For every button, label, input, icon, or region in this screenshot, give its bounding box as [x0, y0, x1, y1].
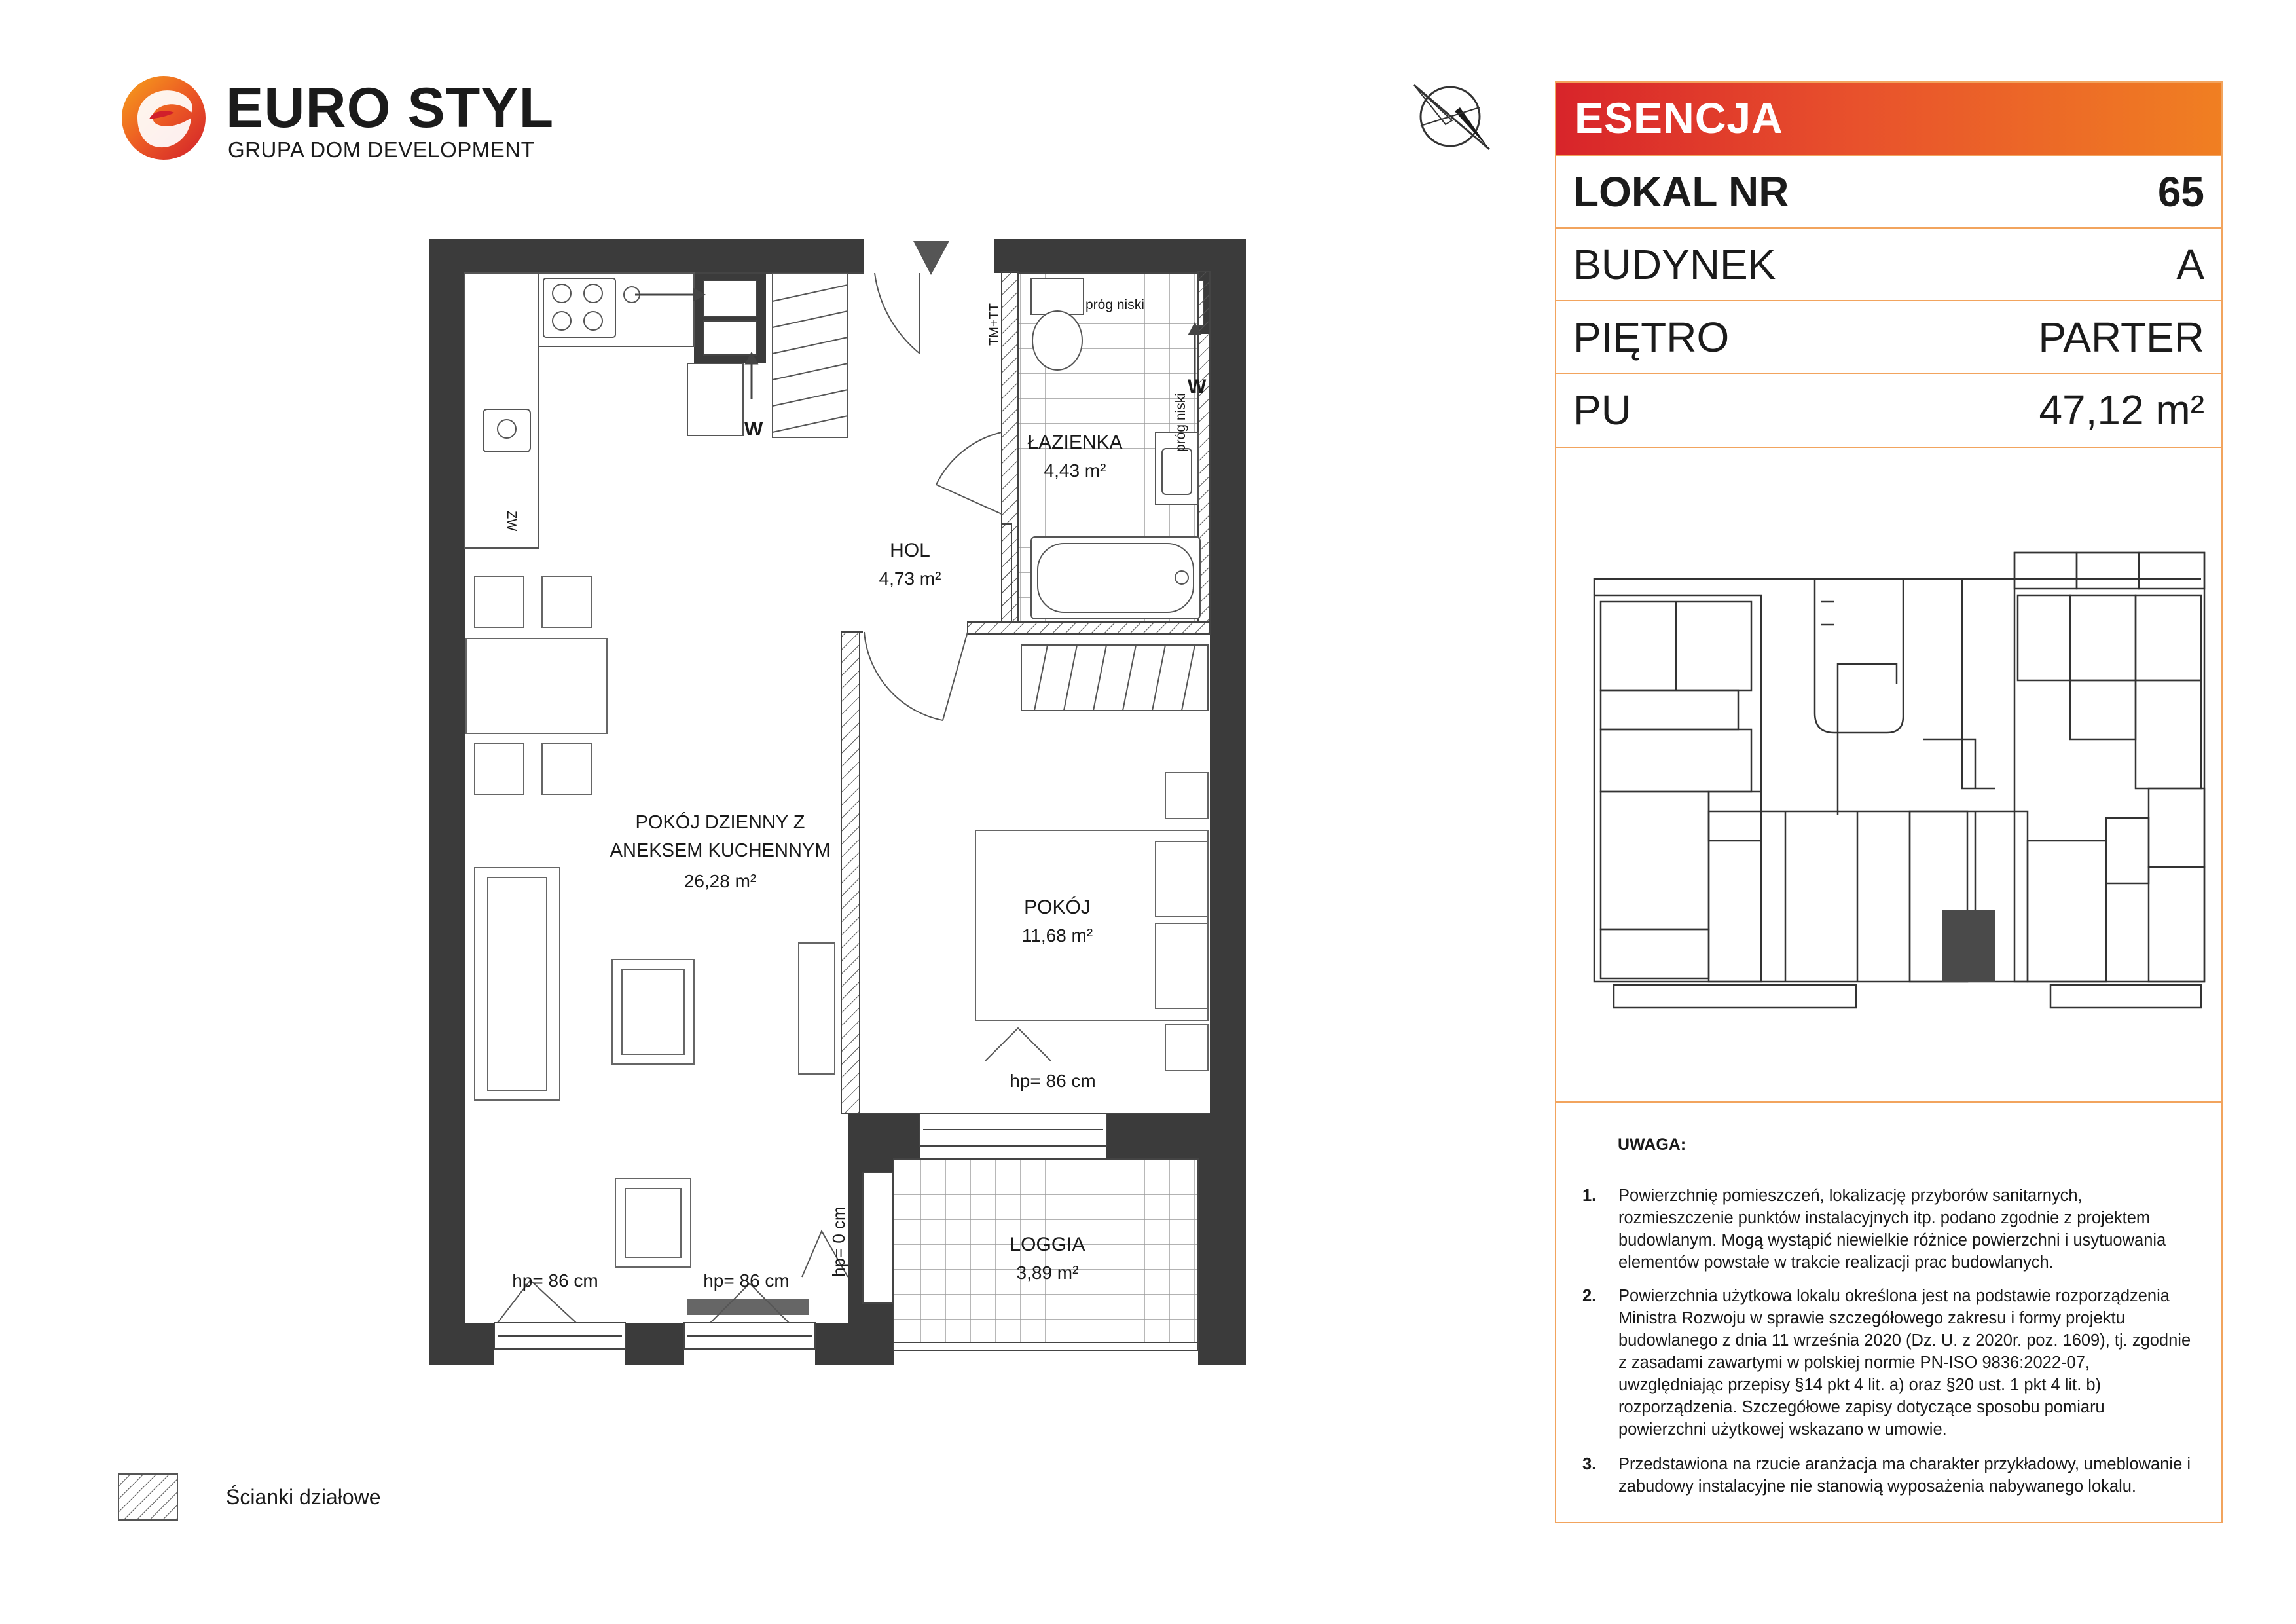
room-name-salon-2: ANEKSEM KUCHENNYM	[610, 840, 831, 861]
key-plan-drawing	[1556, 448, 2221, 1100]
building-key-plan	[1556, 447, 2221, 1101]
notes-section	[1556, 1101, 2221, 1522]
room-area-pokoj: 11,68 m²	[1021, 925, 1093, 946]
info-panel	[1555, 81, 2223, 1523]
note-number: 1.	[1582, 1187, 1597, 1205]
label-prog-niski-2: próg niski	[1173, 393, 1188, 452]
living-furniture	[475, 868, 835, 1314]
lokal-nr-value: 65	[2157, 168, 2204, 215]
bed	[975, 773, 1208, 1071]
north-arrow-icon	[1394, 72, 1506, 157]
investment-header	[1556, 83, 2221, 155]
unit-location-highlight	[1942, 910, 1995, 982]
room-name-pokoj: POKÓJ	[1024, 896, 1091, 918]
label-w-2: W	[1188, 376, 1207, 397]
row-pu	[1556, 373, 2221, 445]
pu-value: 47,12 m²	[2039, 386, 2204, 434]
note-text: Powierzchnia użytkowa lokalu określona jest na podstawie rozporządzenia Ministra Rozwoju w sprawie szczegółowego zakresu i formy projektu budowlanego z dnia 11 września 2020 (Dz. U. z 2020r. poz. 1609), tj. zgodnie z zasadami zawartymi w polskiej normie PN-ISO 9836:2022-07, uwzględniając przepisy §14 pkt 4 lit. a) oraz §20 ust. 1 pkt 4 lit. b) rozporządzenia. Szczegółowe zapisy dotyczące sposobu pomiaru powierzchni użytkowej wskazano w umowie.	[1618, 1287, 2191, 1439]
partition-hatch-swatch	[118, 1473, 178, 1521]
label-w-1: W	[744, 418, 763, 440]
pietro-label: PIĘTRO	[1573, 314, 1730, 361]
note-text: Przedstawiona na rzucie aranżacja ma charakter przykładowy, umeblowanie i zabudowy instalacyjne nie stanowią wyposażenia nabywanego lokalu.	[1618, 1455, 2191, 1496]
label-hp-mid: hp= 86 cm	[703, 1270, 790, 1291]
note-item	[1582, 1185, 2191, 1274]
row-budynek	[1556, 227, 2221, 299]
label-hp-left: hp= 86 cm	[512, 1270, 598, 1291]
note-number: 2.	[1582, 1287, 1597, 1305]
label-hp-loggia: hp= 0 cm	[829, 1206, 848, 1277]
label-prog-niski-1: próg niski	[1085, 297, 1144, 312]
room-name-loggia: LOGGIA	[1010, 1234, 1085, 1255]
pietro-value: PARTER	[2038, 314, 2204, 361]
note-number: 3.	[1582, 1455, 1597, 1473]
brand-name: EURO STYL	[226, 77, 555, 139]
label-tm-tt: TM+TT	[987, 303, 1002, 346]
notes-title: UWAGA:	[1618, 1135, 1686, 1154]
row-pietro	[1556, 300, 2221, 372]
note-text: Powierzchnię pomieszczeń, lokalizację przyborów sanitarnych, rozmieszczenie punktów instalacyjnych itp. podano zgodnie z projektem budowlanym. Mogą wystąpić niewielkie różnice powierzchni i usytuowania elementów powstałe w trakcie realizacji prac budowlanych.	[1618, 1187, 2166, 1272]
room-name-hol: HOL	[890, 540, 930, 561]
label-hp-pokoj: hp= 86 cm	[1010, 1071, 1096, 1091]
brand-subtitle: GRUPA DOM DEVELOPMENT	[228, 138, 535, 162]
room-name-salon-1: POKÓJ DZIENNY Z	[635, 812, 805, 833]
room-name-lazienka: ŁAZIENKA	[1027, 432, 1123, 453]
note-item	[1582, 1285, 2191, 1441]
legend-label: Ścianki działowe	[226, 1485, 381, 1509]
lokal-nr-label: LOKAL NR	[1573, 168, 1789, 215]
room-area-hol: 4,73 m²	[879, 568, 941, 589]
legend	[118, 1473, 445, 1519]
pu-label: PU	[1573, 386, 1631, 434]
room-area-lazienka: 4,43 m²	[1044, 460, 1106, 481]
room-area-loggia: 3,89 m²	[1016, 1263, 1079, 1283]
note-item	[1582, 1453, 2191, 1498]
investment-name: ESENCJA	[1575, 94, 1783, 142]
row-lokal-nr	[1556, 155, 2221, 227]
label-zw: ZW	[504, 511, 519, 532]
budynek-value: A	[2176, 241, 2204, 288]
room-area-salon: 26,28 m²	[683, 871, 757, 891]
budynek-label: BUDYNEK	[1573, 241, 1776, 288]
entrance-arrow-icon	[913, 241, 949, 275]
dining-set	[466, 576, 607, 794]
